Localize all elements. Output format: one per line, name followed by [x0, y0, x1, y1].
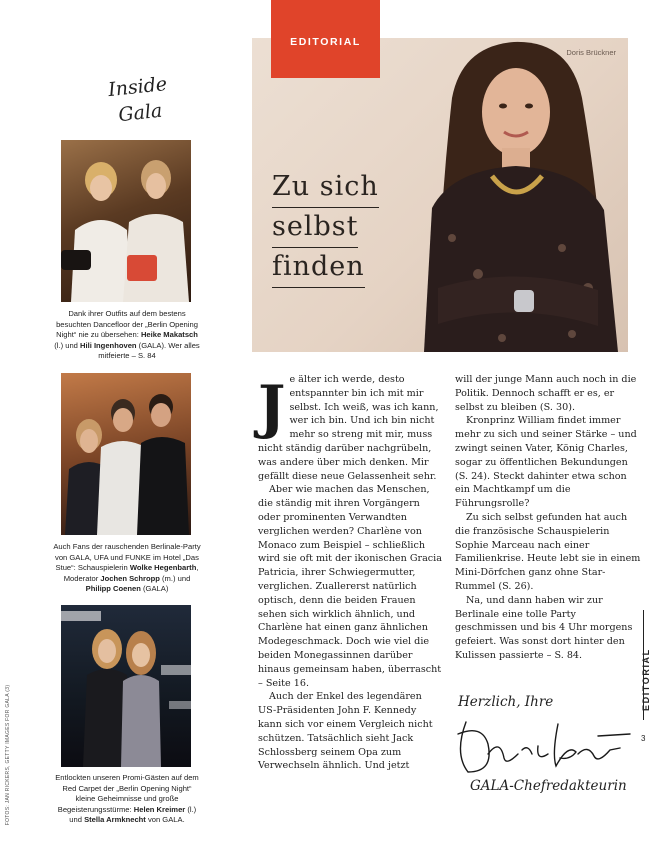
inside-gala-title-line1: Inside	[107, 73, 169, 102]
page-number: 3	[641, 734, 646, 743]
inside-gala-title	[82, 68, 197, 131]
headline-line-1: Zu sich	[272, 168, 379, 208]
caption-2-text: Auch Fans der rauschenden Berlinale-Party von GALA, UFA und FUNKE im Hotel „Das Stue“: Schauspielerin	[53, 542, 201, 573]
editorial-tab	[271, 0, 380, 78]
drop-cap: J	[258, 373, 286, 441]
article-paragraph: will der junge Mann auch noch in die Politik. Dennoch schafft er es, er selbst zu bleiben (S. 30).	[455, 374, 637, 413]
caption-1-text-2: (l.) und	[54, 340, 81, 350]
article-paragraph: Kronprinz William findet immer mehr zu sich und seiner Stärke – und zwingt seinen Vater, König Charles, sogar zu öffentlichen Bekundungen (S. 24). Steckt dahinter etwa schon ein Machtkampf um die Führungsrolle?	[455, 415, 637, 510]
editorial-hero-image	[252, 38, 628, 352]
article-column-2	[455, 373, 641, 663]
photo-2-caption	[52, 542, 202, 595]
headline-line-3: finden	[272, 248, 365, 288]
caption-2-name-1: Wolke Hegenbarth	[129, 563, 197, 573]
article-column-1	[258, 373, 442, 773]
article-paragraph: Zu sich selbst gefunden hat auch die französische Schauspielerin Sophie Marceau nach einer Familienkrise. Heute lebt sie in einem Mini-Dörfchen ganz ohne Star-Rummel (S. 26).	[455, 511, 641, 592]
photo-3-caption	[52, 773, 202, 826]
article-paragraph: e älter ich werde, desto entspannter bin ich mit mir selbst. Ich weiß, was ich kann, wer ich bin. Und ich bin nicht mehr so streng mit mir, muss nicht ständig darüber nachgrübeln, was andere über mich denken. Mir gefällt diese neue Gelassenheit sehr.	[258, 374, 439, 482]
party-photo-3-illustration	[61, 605, 191, 767]
caption-2-name-3: Philipp Coenen	[85, 584, 141, 594]
party-photo-2	[61, 373, 191, 535]
editorial-tab-label: EDITORIAL	[290, 36, 361, 48]
article-paragraph: Aber wie machen das Menschen, die ständig mit ihren Vorgängern oder prominenten Verwandten verglichen werden? Charlène von Monaco zum Beispiel – schließlich wird sie oft mit der ikonischen Gracia Patricia, ihrer Schwiegermutter, verglichen. Zuallererst natürlich optisch, denn die beiden Frauen sehen sich wirklich ähnlich, und Charlène hat einen ganz ähnlichen Modegeschmack. Doch wie viel die beiden Monegassinnen darüber hinaus gemeinsam haben, überrascht – Seite 16.	[258, 484, 442, 689]
caption-1-name-1: Heike Makatsch	[140, 330, 198, 340]
caption-3-text-2: (l.) und	[69, 804, 197, 825]
editor-signature	[448, 714, 638, 780]
party-photo-2-illustration	[61, 373, 191, 535]
inside-gala-title-line2: Gala	[117, 99, 164, 127]
editorial-headline	[272, 168, 379, 288]
caption-1-name-2: Hili Ingenhoven	[80, 340, 137, 350]
caption-1-text: Dank ihrer Outfits auf dem bestens besuchten Dancefloor der „Berlin Opening Night“ nie zu übersehen:	[56, 309, 198, 340]
photo-1-caption	[52, 309, 202, 362]
caption-3-text-3: von GALA.	[145, 815, 185, 825]
photo-credit: FOTOS: JAN RICKERS, GETTY IMAGES FOR GALA (3)	[5, 684, 11, 826]
sign-off-greeting: Herzlich, Ihre	[458, 694, 554, 710]
article-paragraph: Auch der Enkel des legendären US-Präsidenten John F. Kennedy kann sich vor einem Vergleich nicht schützen. Tatsächlich sieht Jack Schlossberg seinem Opa zum Verwechseln ähnlich. Und jetzt	[258, 691, 433, 772]
caption-2-text-3: (m.) und	[159, 573, 191, 583]
author-photo-tag: Doris Brückner	[566, 48, 616, 57]
caption-2-text-2: , Moderator	[63, 563, 199, 583]
party-photo-3	[61, 605, 191, 767]
party-photo-1	[61, 140, 191, 302]
article-paragraph: Na, und dann haben wir zur Berlinale eine tolle Party geschmissen und bis 4 Uhr morgens gefeiert. Was sonst dort hinter den Kulissen passierte – S. 84.	[455, 594, 633, 661]
editor-role: GALA-Chefredakteurin	[470, 778, 627, 794]
caption-3-text: Entlockten unseren Promi-Gästen auf dem Red Carpet der „Berlin Opening Night“ kleine Geheimnisse und große Begeisterungsstürme:	[55, 773, 199, 814]
section-label: EDITORIAL	[641, 648, 651, 711]
party-photo-1-illustration	[61, 140, 191, 302]
caption-3-name-1: Helen Kreimer	[133, 804, 186, 814]
caption-1-text-3: (GALA). Wer alles mitfeierte – S. 84	[98, 340, 200, 361]
caption-3-name-2: Stella Armknecht	[84, 815, 146, 825]
headline-line-2: selbst	[272, 208, 358, 248]
caption-2-text-4: (GALA)	[140, 584, 169, 594]
caption-2-name-2: Jochen Schropp	[100, 573, 160, 583]
